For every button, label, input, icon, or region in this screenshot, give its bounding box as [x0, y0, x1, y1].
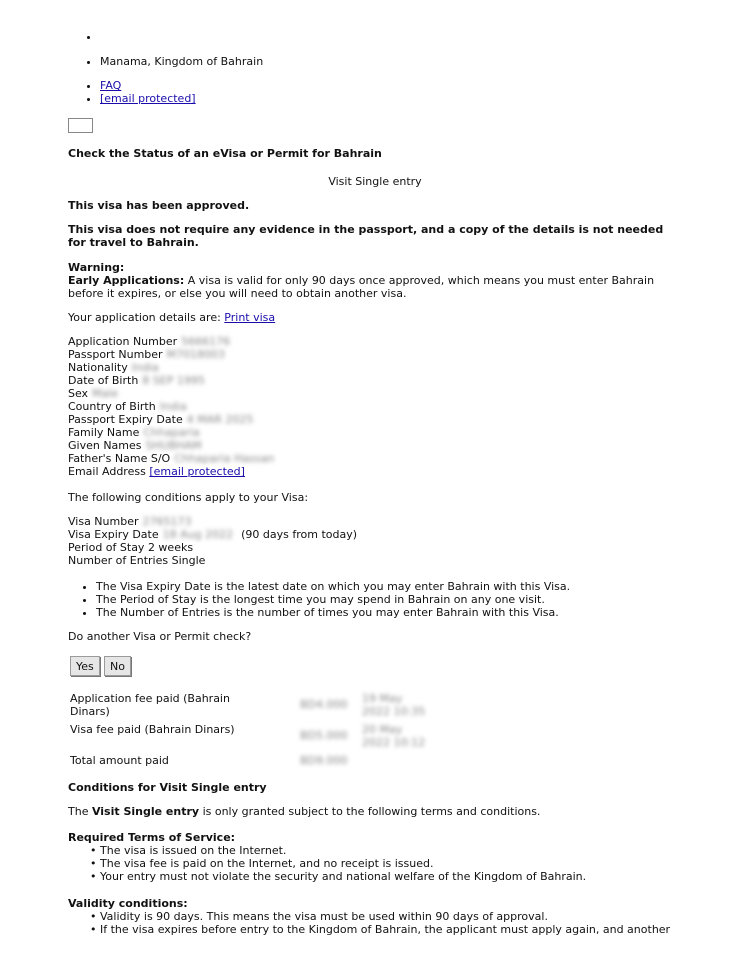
detail-row: Sex Male — [68, 387, 119, 400]
list-item: • The Period of Stay is the longest time you may spend in Bahrain on any one visit. — [96, 593, 570, 606]
detail-row: Passport Number M7018003 — [68, 348, 226, 361]
visa-info — [68, 515, 468, 567]
list-item: • If the visa expires before entry to the Kingdom of Bahrain, the applicant must apply again, and another — [100, 923, 670, 936]
application-details — [68, 335, 468, 478]
faq-link[interactable]: FAQ — [100, 79, 122, 92]
list-item: • The Visa Expiry Date is the latest date on which you may enter Bahrain with this Visa. — [96, 580, 570, 593]
detail-row: Application Number 5666176 — [68, 335, 231, 348]
warning-label: Early Applications: — [68, 274, 185, 287]
terms-heading: Required Terms of Service: — [68, 831, 236, 844]
header-links — [68, 79, 196, 105]
conditions-heading: Conditions for Visit Single entry — [68, 781, 267, 794]
location-list — [68, 55, 263, 68]
yes-button[interactable]: Yes — [70, 656, 100, 676]
detail-row: Given Names SHUBHAM — [68, 439, 202, 452]
condition-bullets — [68, 580, 570, 619]
approved-message: This visa has been approved. — [68, 199, 250, 212]
evidence-message: This visa does not require any evidence in the passport, and a copy of the details is not needed for travel to Bahrain. — [68, 223, 664, 249]
detail-row: Country of Birth India — [68, 400, 187, 413]
list-item: • The Number of Entries is the number of times you may enter Bahrain with this Visa. — [96, 606, 570, 619]
email-link[interactable]: [email protected] — [100, 92, 196, 105]
stay-row: Period of Stay 2 weeks — [68, 541, 194, 554]
validity-list — [88, 910, 670, 936]
detail-row: Passport Expiry Date 4 MAR 2025 — [68, 413, 254, 426]
list-item: • The visa fee is paid on the Internet, and no receipt is issued. — [100, 857, 586, 870]
warning-block — [68, 261, 678, 300]
top-list — [68, 30, 100, 43]
detail-row: Email Address [email protected] — [68, 465, 245, 478]
detail-row: Nationality India — [68, 361, 159, 374]
granted-text: The Visit Single entry is only granted subject to the following terms and conditions. — [68, 805, 541, 818]
print-visa-link[interactable]: Print visa — [224, 311, 276, 324]
visa-number-row: Visa Number 2765173 — [68, 515, 192, 528]
visa-type-label: Visit Single entry — [328, 175, 422, 188]
validity-heading: Validity conditions: — [68, 897, 188, 910]
entries-row: Number of Entries Single — [68, 554, 206, 567]
details-intro — [68, 311, 275, 324]
warning-text: A visa is valid for only 90 days once approved, which means you must enter Bahrain before it expires, or else you will need to obtain another visa. — [68, 274, 655, 300]
list-item: • The visa is issued on the Internet. — [100, 844, 586, 857]
no-button[interactable]: No — [104, 656, 131, 676]
list-item: • Validity is 90 days. This means the visa must be used within 90 days of approval. — [100, 910, 670, 923]
terms-list — [88, 844, 586, 883]
page: • Manama, Kingdom of Bahrain • FAQ • [email protected] Check the Status of an eVisa or Permit for Bahrain Visit Single entry This visa has been approved. This visa does not require any evidence in the passport, and a copy of the details is not needed for travel to Bahrain. Warning: Early Applications: A visa is valid for only 90 days once approved, which means you must enter Bahrain before it expires, or else you will need to obtain another visa. Your application details are: Print visa Application Number 5666176 Passport Number M7018003 Nationality India Date of Birth 8 SEP 1995 Sex Male Country of Birth India Passport Expiry Date 4 MAR 2025 Family Name Chhaparia Given Names SHUBHAM Father's Name S/O Chhaparia Hassan Email Address [email protected] The following conditions apply to your Visa: Visa Number 2765173 Visa Expiry Date 18 Aug 2022 (90 days from today) Period of Stay 2 weeks Number of Entries Single • The Visa Expiry Date is the latest date on which you may enter Bahrain with this Visa. • The Period of Stay is the longest time you may spend in Bahrain on any one visit. • The Number of Entries is the number of times you may enter Bahrain with this Visa. Do another Visa or Permit check? Yes No Application fee paid (Bahrain Dinars) BD4.000 19 May 2022 10:35 Visa fee paid (Bahrain Dinars) BD5.000 20 May 2022 10:12 Total amount paid BD9.000 Conditions for Visit Single entry The Visit Single entry is only granted subject to the following terms and conditions. Required Terms of Service: • The visa is issued on the Internet. • The visa fee is paid on the Internet, and no receipt is issued. • Your entry must not violate the security and national welfare of the Kingdom of Bahrain. Validity conditions: • Validity is 90 days. This means the visa must be used within 90 days of approval. • If the visa expires before entry to the Kingdom of Bahrain, the applicant must apply again, and another — [0, 0, 750, 967]
page-title: Check the Status of an eVisa or Permit for Bahrain — [68, 147, 382, 160]
another-check-label: Do another Visa or Permit check? — [68, 630, 252, 643]
detail-row: Father's Name S/O Chhaparia Hassan — [68, 452, 275, 465]
visa-expiry-row: Visa Expiry Date 18 Aug 2022 (90 days from today) — [68, 528, 358, 541]
details-intro-text: Your application details are: — [68, 311, 225, 324]
list-item: • Your entry must not violate the security and national welfare of the Kingdom of Bahrain. — [100, 870, 586, 883]
detail-email-link[interactable]: [email protected] — [149, 465, 245, 478]
broken-image-icon — [68, 118, 93, 133]
conditions-intro: The following conditions apply to your Visa: — [68, 491, 309, 504]
detail-row: Family Name Chhaparia — [68, 426, 200, 439]
warning-heading: Warning: — [68, 261, 125, 274]
detail-row: Date of Birth 8 SEP 1995 — [68, 374, 205, 387]
location-item: • Manama, Kingdom of Bahrain — [100, 55, 263, 68]
